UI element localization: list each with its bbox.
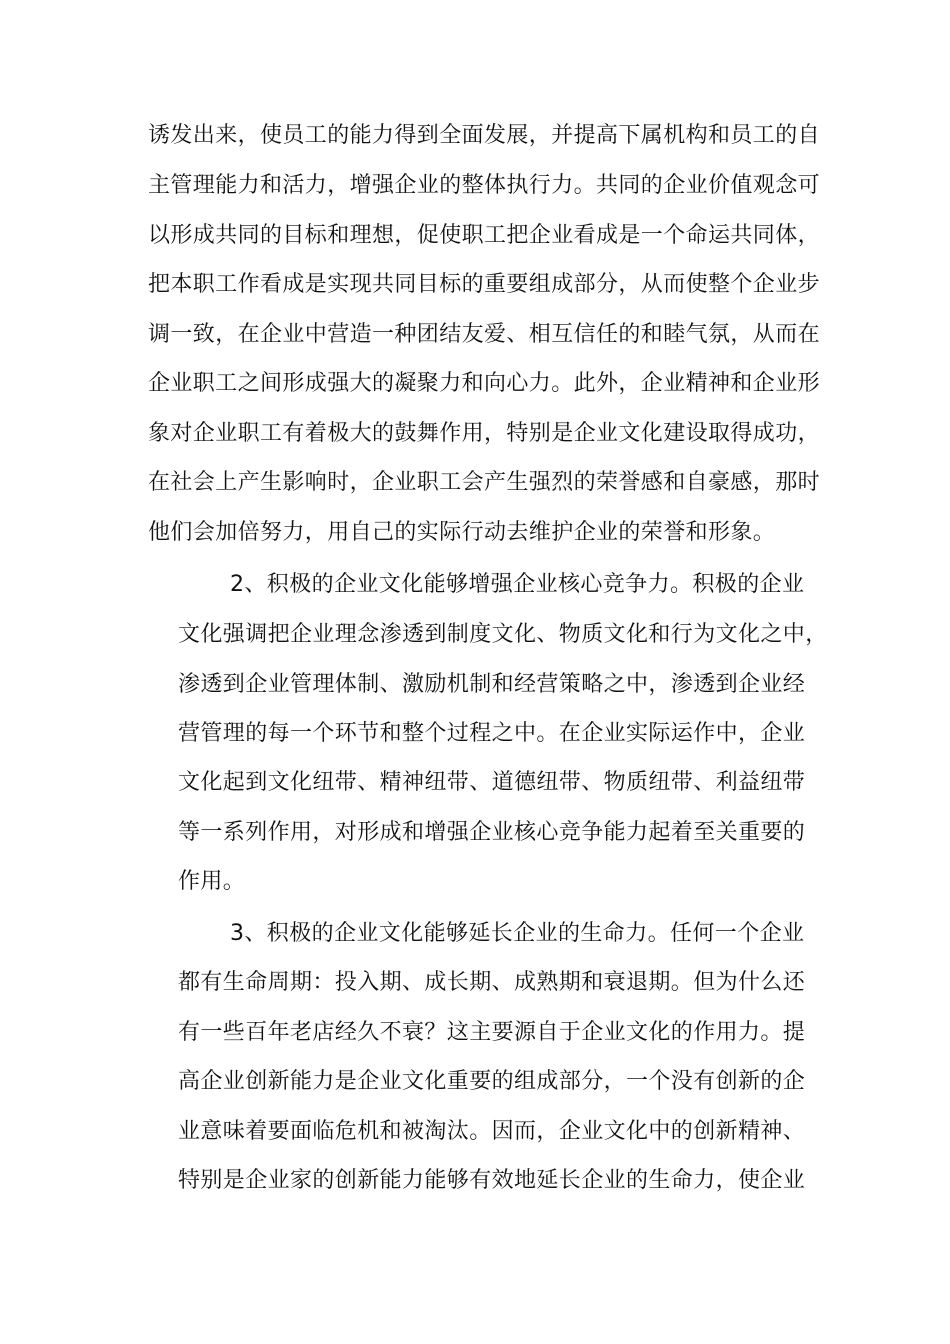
paragraph-line: 3、积极的企业文化能够延长企业的生命力。任何一个企业 (230, 921, 805, 946)
paragraph-line: 渗透到企业管理体制、激励机制和经营策略之中，渗透到企业经 (178, 672, 806, 697)
paragraph-line: 以形成共同的目标和理想，促使职工把企业看成是一个命运共同体， (148, 223, 821, 248)
paragraph-line: 作用。 (178, 869, 246, 894)
paragraph-line: 高企业创新能力是企业文化重要的组成部分，一个没有创新的企 (178, 1069, 806, 1094)
paragraph-line: 业意味着要面临危机和被淘汰。因而，企业文化中的创新精神、 (178, 1119, 806, 1144)
paragraph-line: 企业职工之间形成强大的凝聚力和向心力。此外，企业精神和企业形 (148, 371, 821, 396)
paragraph-line: 都有生命周期：投入期、成长期、成熟期和衰退期。但为什么还 (178, 970, 806, 995)
paragraph-line: 把本职工作看成是实现共同目标的重要组成部分，从而使整个企业步 (148, 272, 821, 297)
paragraph-line: 2、积极的企业文化能够增强企业核心竞争力。积极的企业 (230, 572, 805, 597)
paragraph-line: 文化起到文化纽带、精神纽带、道德纽带、物质纽带、利益纽带 (178, 770, 806, 795)
paragraph-line: 特别是企业家的创新能力能够有效地延长企业的生命力，使企业 (178, 1168, 806, 1193)
paragraph-line: 调一致，在企业中营造一种团结友爱、相互信任的和睦气氛，从而在 (148, 322, 821, 347)
paragraph-line: 在社会上产生影响时，企业职工会产生强烈的荣誉感和自豪感，那时 (148, 470, 821, 495)
paragraph-line: 他们会加倍努力，用自己的实际行动去维护企业的荣誉和形象。 (148, 520, 776, 545)
paragraph-line: 文化强调把企业理念渗透到制度文化、物质文化和行为文化之中， (178, 622, 828, 647)
paragraph-line: 主管理能力和活力，增强企业的整体执行力。共同的企业价值观念可 (148, 173, 821, 198)
paragraph-line: 象对企业职工有着极大的鼓舞作用，特别是企业文化建设取得成功， (148, 421, 821, 446)
paragraph-line: 诱发出来，使员工的能力得到全面发展，并提高下属机构和员工的自 (148, 123, 821, 148)
paragraph-line: 有一些百年老店经久不衰？这主要源自于企业文化的作用力。提 (178, 1020, 806, 1045)
paragraph-line: 营管理的每一个环节和整个过程之中。在企业实际运作中，企业 (178, 721, 806, 746)
paragraph-line: 等一系列作用，对形成和增强企业核心竞争能力起着至关重要的 (178, 820, 806, 845)
